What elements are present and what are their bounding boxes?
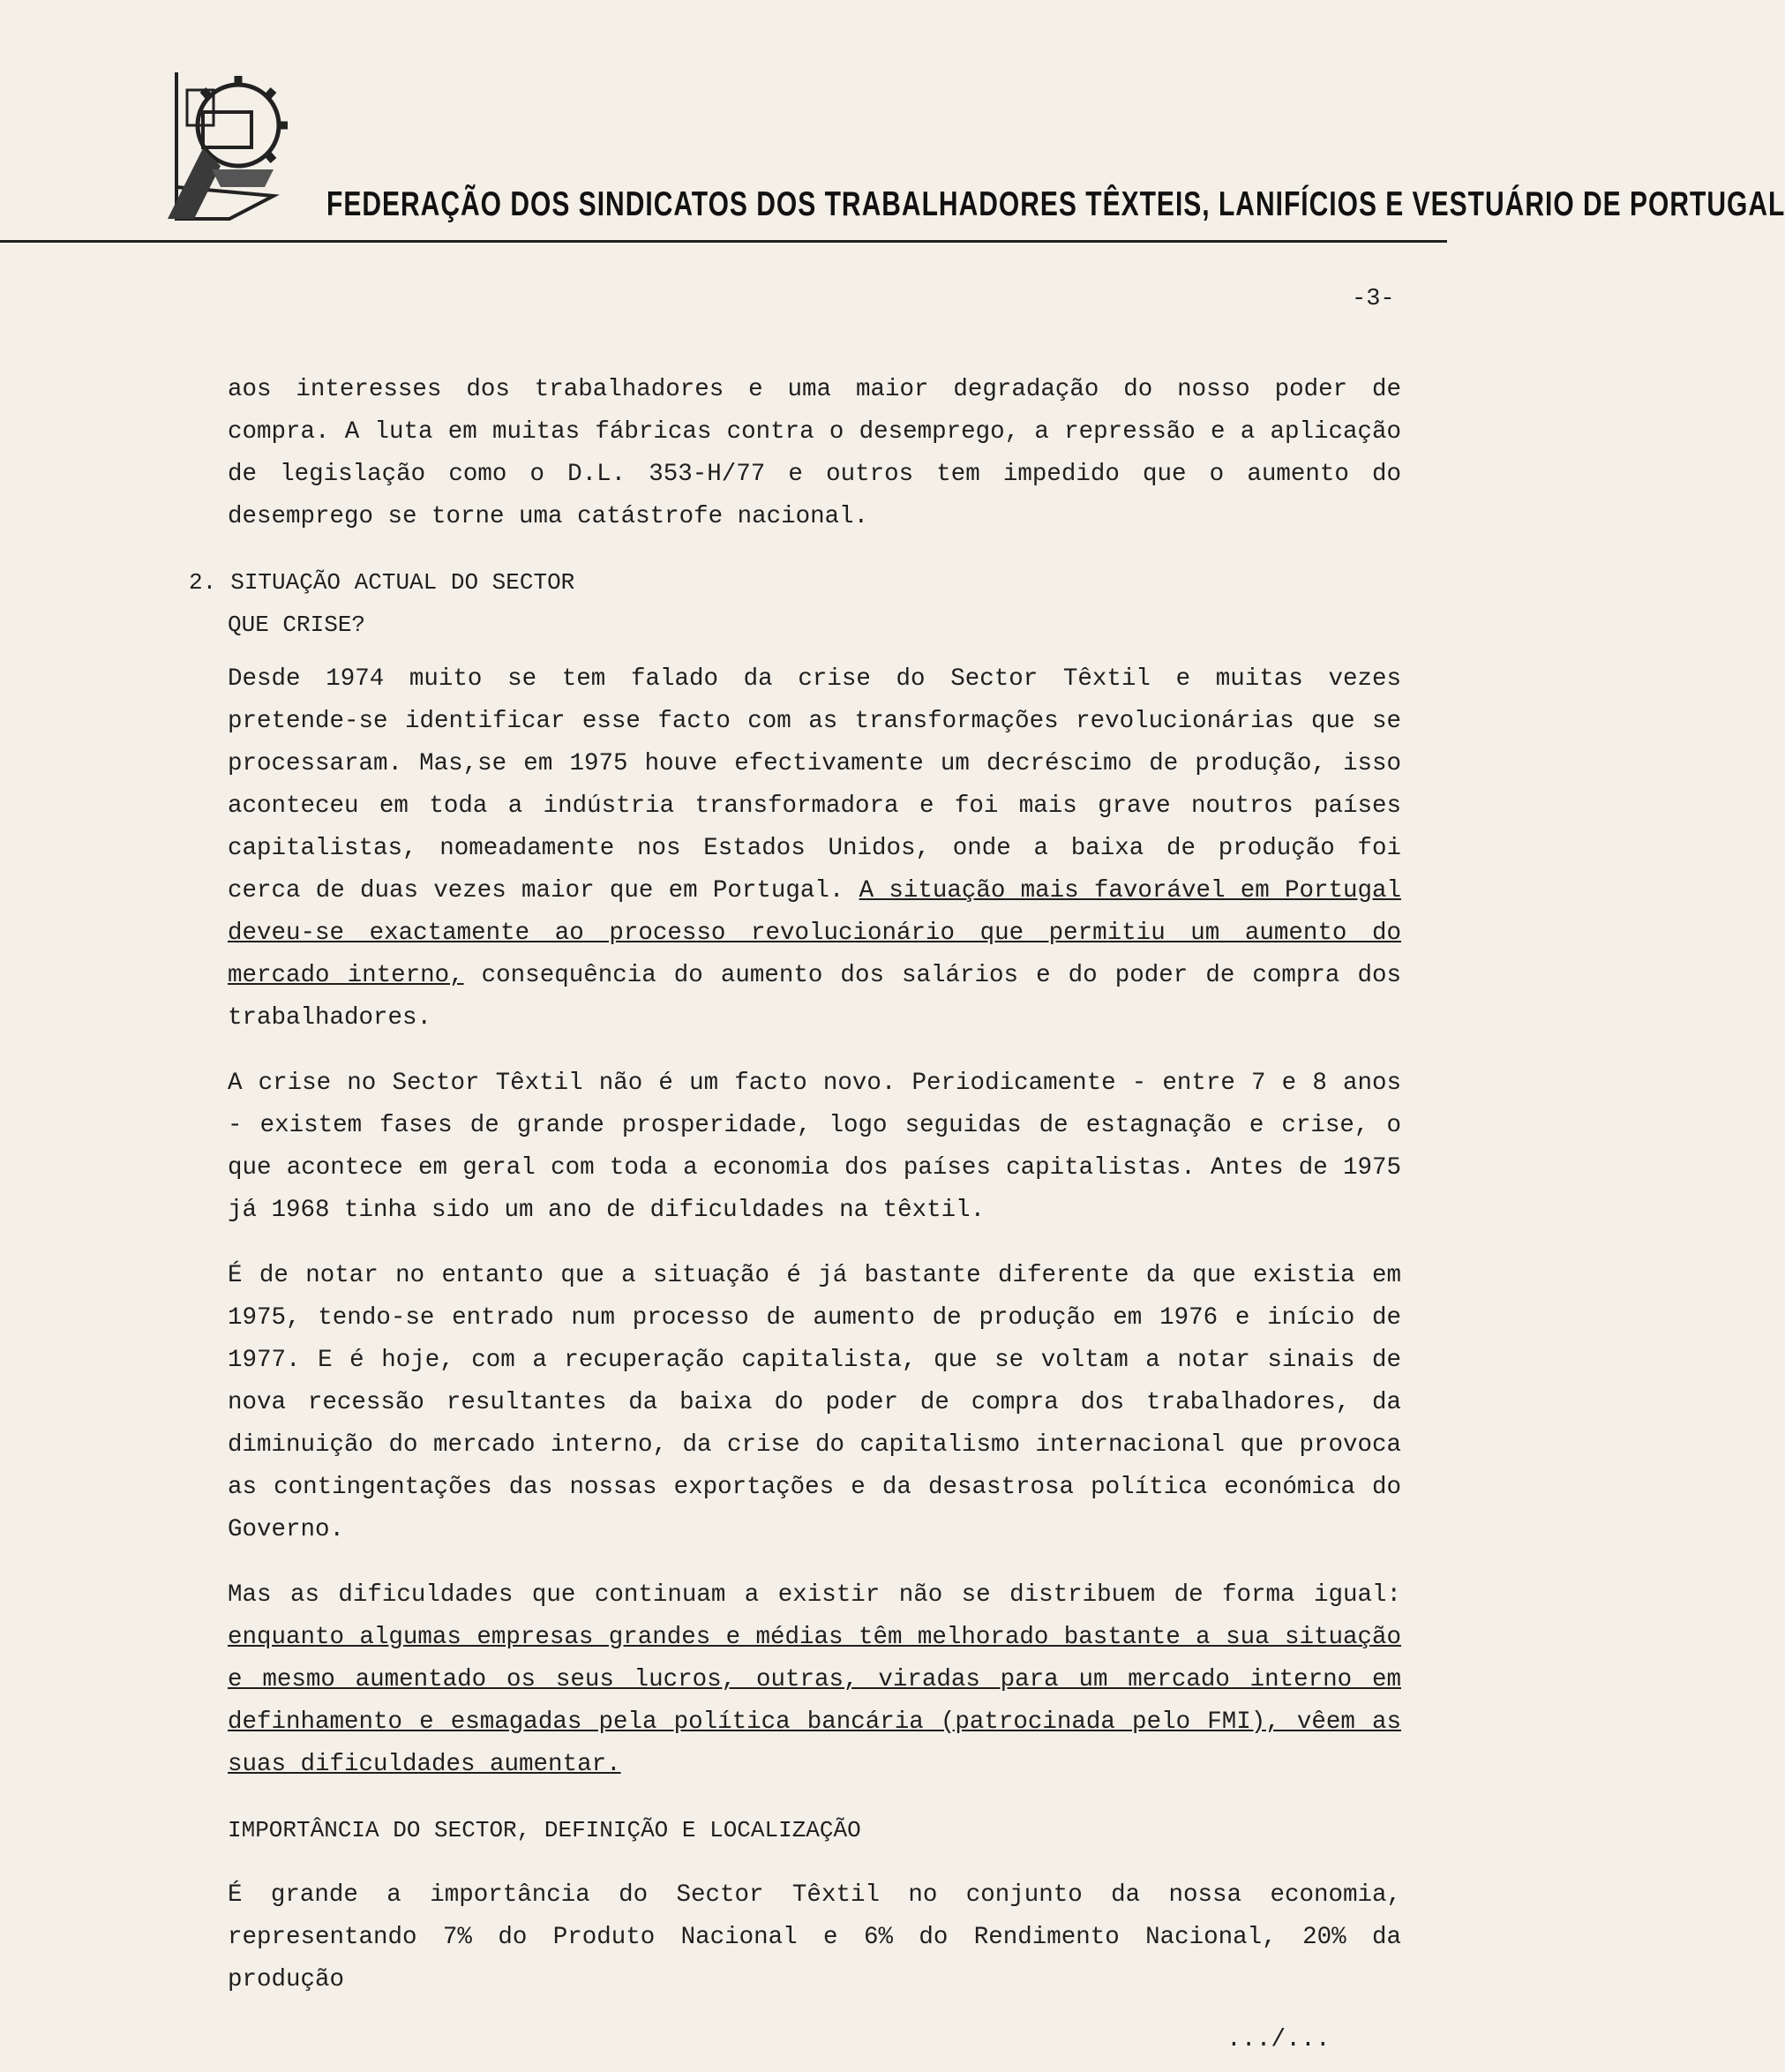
paragraph-5 xyxy=(228,1574,1401,1786)
header-rule xyxy=(0,240,1447,243)
continuation-mark: .../... xyxy=(1226,2026,1331,2053)
section-2-number: 2. xyxy=(189,569,217,596)
paragraph-6: É grande a importância do Sector Têxtil no conjunto da nossa economia, representando 7% do Produto Nacional e 6% do Rendimento Nacional, 20% da produção xyxy=(228,1881,1401,1993)
paragraph-4: É de notar no entanto que a situação é já bastante diferente da que existia em 1975, tendo-se entrado num processo de aumento de produção em 1976 e início de 1977. E é hoje, com a recuperação capitalista, que se voltam a notar sinais de nova recessão resultantes da baixa do poder de compra dos trabalhadores, da diminuição do mercado interno, da crise do capitalismo internacional que provoca as contingentações das nossas exportações e da desastrosa política económica do Governo. xyxy=(228,1262,1401,1543)
paragraph-2 xyxy=(228,658,1401,1040)
section-2-title: SITUAÇÃO ACTUAL DO SECTOR xyxy=(230,569,575,596)
paragraph-1: aos interesses dos trabalhadores e uma maior degradação do nosso poder de compra. A luta em muitas fábricas contra o desemprego, a repressão e a aplicação de legislação como o D.L. 353-H/77 e outros tem impedido que o aumento do desemprego se torne uma catástrofe nacional. xyxy=(228,376,1401,530)
section-2-heading xyxy=(189,561,1401,604)
paragraph-2-part-c: consequência do aumento dos salários e do poder de compra dos trabalhadores. xyxy=(228,962,1401,1032)
section-3-heading: IMPORTÂNCIA DO SECTOR, DEFINIÇÃO E LOCALIZAÇÃO xyxy=(228,1817,861,1843)
subtitle-que-crise: QUE CRISE? xyxy=(228,612,366,638)
paragraph-3: A crise no Sector Têxtil não é um facto novo. Periodicamente - entre 7 e 8 anos - existem fases de grande prosperidade, logo seguidas de estagnação e crise, o que acontece em geral com toda a economia dos países capitalistas. Antes de 1975 já 1968 tinha sido um ano de dificuldades na têxtil. xyxy=(228,1070,1401,1224)
paragraph-2-underlined: A situação mais favorável em Portugal deveu-se exactamente ao processo revolucionário que permitiu um aumento do mercado interno, xyxy=(228,877,1401,989)
federation-title: FEDERAÇÃO DOS SINDICATOS DOS TRABALHADORES TÊXTEIS, LANIFÍCIOS E VESTUÁRIO DE PORTUGAL xyxy=(326,185,1785,223)
page-number: -3- xyxy=(1352,286,1395,312)
document-body xyxy=(189,369,1401,2001)
paragraph-5-part-a: Mas as dificuldades que continuam a existir não se distribuem de forma igual: xyxy=(228,1581,1401,1609)
union-emblem-logo xyxy=(141,64,300,221)
paragraph-2-part-a: Desde 1974 muito se tem falado da crise do Sector Têxtil e muitas vezes pretende-se identificar esse facto com as transformações revolucionárias que se processaram. Mas,se em 1975 houve efectivamente um decréscimo de produção, isso aconteceu em toda a indústria transformadora e foi mais grave noutros países capitalistas, nomeadamente nos Estados Unidos, onde a baixa de produção foi cerca de duas vezes maior que em Portugal. xyxy=(228,665,1401,905)
paragraph-5-underlined: enquanto algumas empresas grandes e médias têm melhorado bastante a sua situação e mesmo aumentado os seus lucros, outras, viradas para um mercado interno em definhamento e esmagadas pela política bancária (patrocinada pelo FMI), vêem as suas dificuldades aumentar. xyxy=(228,1624,1401,1778)
